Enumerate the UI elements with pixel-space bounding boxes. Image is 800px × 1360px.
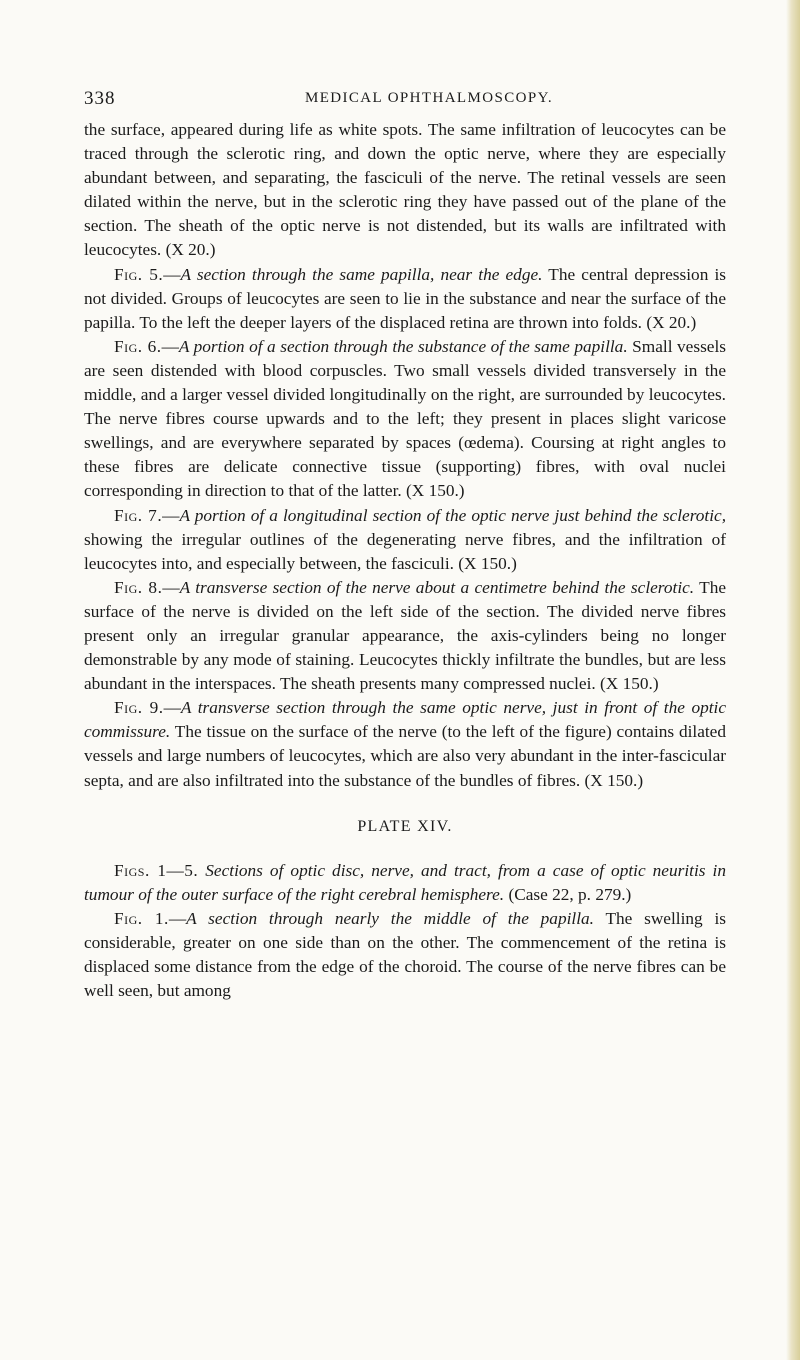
page-edge [786,0,800,1360]
figure-label: Fig. 8. [114,577,163,597]
case-reference: (Case 22, p. 279.) [504,884,632,904]
body-text [84,118,726,1003]
plate-heading: PLATE XIV. [357,817,453,835]
page-number: 338 [84,88,116,109]
figure-caption: A portion of a section through the substance of the same papilla. [178,336,628,356]
figure-body: Small vessels are seen distended with blood corpuscles. Two small vessels divided transversely in the middle, and a larger vessel divided longitudinally on the right, are surrounded by leucocytes. The nerve fibres course upwards and to the left; they present in places slight varicose swellings, and are everywhere separated by spaces (œdema). Coursing at right angles to these fibres are delicate connective tissue (supporting) fibres, with oval nuclei corresponding in direction to that of the latter. (X 150.) [84,336,726,501]
figures-label: Figs. 1—5. [114,860,199,880]
figure-body: The swelling is considerable, greater on one side than on the other. The commencement of the retina is displaced some distance from the edge of the choroid. The course of the nerve fibres can be well seen, but among [84,908,726,1001]
figure-caption: A transverse section of the nerve about a centimetre behind the sclerotic. [179,577,695,597]
page-header [84,88,724,112]
figure-label: Fig. 6. [114,336,162,356]
dash: — [161,336,179,356]
running-head: MEDICAL OPHTHALMOSCOPY. [304,90,554,106]
plate-figure-1-paragraph [84,907,726,1003]
figure-caption: A section through nearly the middle of the papilla. [186,908,594,928]
figure-6-paragraph [84,335,726,504]
figure-5-paragraph [84,263,726,335]
figure-caption: A transverse section through the same optic nerve, just in front of the optic commissure. [84,698,727,742]
dash: — [168,908,187,928]
figure-body: The tissue on the surface of the nerve (to the left of the figure) contains dilated vessels and large numbers of leucocytes, which are also very abundant in the inter-fascicular septa, and are also infiltrated into the substance of the bundles of fibres. (X 150.) [84,722,726,790]
figure-label: Fig. 9. [114,698,164,718]
plate-caption: Sections of optic disc, nerve, and tract, from a case of optic neuritis in tumour of the outer surface of the right cerebral hemisphere. [84,860,726,904]
figure-label: Fig. 7. [114,505,163,525]
dash: — [163,264,181,284]
figure-body: showing the irregular outlines of the degenerating nerve fibres, and the infiltration of leucocytes into, and especially between, the fasciculi. (X 150.) [84,529,726,573]
figure-7-paragraph [84,504,726,576]
figure-body: The central depression is not divided. Groups of leucocytes are seen to lie in the substance and near the surface of the papilla. To the left the deeper layers of the displaced retina are thrown into folds. (X 20.) [84,264,726,332]
dash: — [162,577,180,597]
dash: — [163,698,181,718]
plate-intro-paragraph [84,859,726,907]
figure-8-paragraph [84,576,726,696]
figure-caption: A section through the same papilla, near the edge. [180,264,543,284]
figure-label: Fig. 1. [114,908,169,928]
figure-caption: A portion of a longitudinal section of the optic nerve just behind the sclerotic, [179,505,727,525]
dash: — [162,505,180,525]
figure-body: The surface of the nerve is divided on the left side of the section. The divided nerve fibres present only an irregular granular appearance, the axis-cylinders being no longer demonstrable by any mode of staining. Leucocytes thickly infiltrate the bundles, but are less abundant in the interspaces. The sheath presents many compressed nuclei. (X 150.) [84,577,726,694]
intro-paragraph: the surface, appeared during life as white spots. The same infiltration of leucocytes can be traced through the sclerotic ring, and down the optic nerve, where they are especially abundant between, and separating, the fasciculi of the nerve. The retinal vessels are seen dilated within the nerve, but in the sclerotic ring they have passed out of the plane of the section. The sheath of the optic nerve is not distended, but its walls are infiltrated with leucocytes. (X 20.) [84,120,726,260]
figure-label: Fig. 5. [114,264,164,284]
figure-9-paragraph [84,696,726,792]
